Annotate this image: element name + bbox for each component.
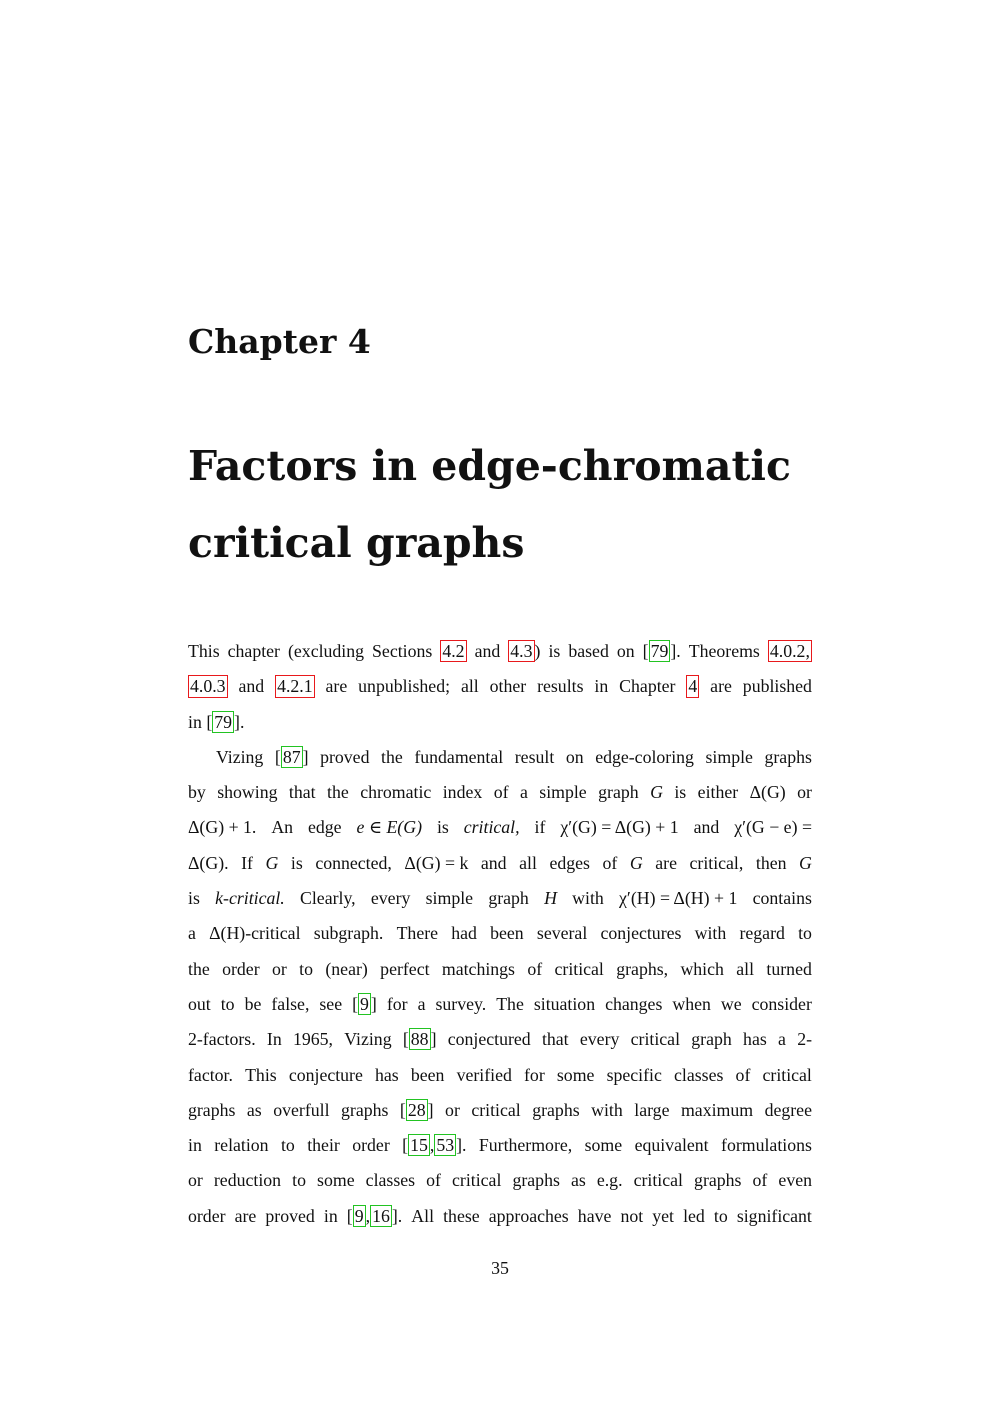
word: results (537, 676, 584, 697)
text-line: 2-factors. In 1965, Vizing [ 88 ] conjectured that every critical graph has a 2- (188, 1022, 812, 1057)
word: conjecture (288, 1064, 363, 1085)
word: conjectures (600, 923, 682, 944)
word: formulations (721, 1135, 812, 1156)
citation-link[interactable]: 88 (410, 1029, 429, 1050)
word: graphs (764, 746, 812, 767)
word: had (451, 923, 477, 944)
emphasis: k-critical. (215, 888, 285, 909)
word: and (480, 852, 507, 873)
text-line (188, 810, 812, 845)
word: order (352, 1135, 390, 1156)
word: be (244, 993, 262, 1014)
word: these (443, 1205, 480, 1226)
word: edge-coloring (595, 746, 694, 767)
word: which (680, 958, 724, 979)
word: then (755, 852, 787, 873)
text-line (188, 1163, 812, 1198)
word: critical (471, 1099, 521, 1120)
word: In (266, 1029, 282, 1050)
word: perfect (380, 958, 430, 979)
math: χ′(H) = Δ(H) + 1 (619, 888, 738, 909)
word: equivalent (634, 1135, 709, 1156)
word: in (188, 711, 202, 732)
word: a (188, 923, 196, 944)
word: classes (365, 1170, 416, 1191)
word: of (752, 1170, 768, 1191)
word: for (386, 993, 408, 1014)
word: some (556, 1064, 595, 1085)
word: turned (766, 958, 812, 979)
text-line: order are proved in [ 9 , 16 ]. All these approaches have not yet led to significant (188, 1199, 812, 1234)
word: This (188, 641, 220, 661)
word: fundamental (414, 746, 504, 767)
math: G (629, 852, 643, 873)
word: in (594, 676, 609, 697)
word: some (584, 1135, 623, 1156)
word: is (548, 641, 561, 661)
word: the (327, 782, 349, 803)
word: several (536, 923, 588, 944)
math: Δ(G) = k (404, 852, 469, 873)
word: contains (752, 888, 812, 909)
word: chapter (227, 641, 280, 661)
word: edge (307, 817, 342, 838)
word: survey. (435, 993, 487, 1014)
chapter-title (188, 428, 828, 582)
text-line: out to be false, see [ 9 ] for a survey. The situation changes when we consider (188, 987, 812, 1022)
citation-link[interactable]: 16 (372, 1205, 390, 1226)
citation-link[interactable]: 15 (410, 1135, 428, 1156)
word: of (602, 852, 618, 873)
word: published (742, 676, 812, 697)
text-line: graphs as overfull graphs [ 28 ] or critical graphs with large maximum degree (188, 1093, 812, 1128)
word: to (299, 958, 313, 979)
body-text (188, 634, 812, 1234)
word: all (519, 852, 537, 873)
word: critical (554, 958, 604, 979)
word: index (442, 782, 483, 803)
word: is (436, 817, 449, 838)
citation-link[interactable]: 9 (360, 993, 369, 1014)
math: G (799, 852, 812, 873)
word: to (280, 1135, 295, 1156)
word: Vizing (216, 746, 264, 767)
word: An (271, 817, 294, 838)
word: that (541, 1029, 569, 1050)
word: of (527, 958, 543, 979)
word: specific (606, 1064, 662, 1085)
text-line (188, 846, 812, 881)
word: been (410, 1064, 445, 1085)
word: is (674, 782, 687, 803)
word: a (778, 1029, 786, 1050)
word: order (222, 958, 260, 979)
word: critical, (689, 852, 744, 873)
word: that (288, 782, 316, 803)
word: as (246, 1099, 262, 1120)
word: false, (271, 993, 310, 1014)
word: order (188, 1205, 226, 1226)
word: result (514, 746, 555, 767)
word: proved (320, 746, 370, 767)
word: has (375, 1064, 399, 1085)
text-line: This chapter (excluding Sections 4.2 and 4.3 ) is based on [ 79 ]. Theorems 4.0.2, (188, 634, 812, 669)
word: (near) (325, 958, 368, 979)
word: There (396, 923, 439, 944)
word: This (245, 1064, 277, 1085)
word: reduction (213, 1170, 282, 1191)
word: for (524, 1064, 545, 1085)
word: If (241, 852, 253, 873)
word: Furthermore, (478, 1135, 573, 1156)
word: on (565, 746, 584, 767)
word: graphs (512, 1170, 560, 1191)
word: are (710, 676, 732, 697)
word: is (188, 888, 200, 909)
word: e.g. (596, 1170, 623, 1191)
word: classes (674, 1064, 724, 1085)
word: all (460, 676, 479, 697)
word: chromatic (360, 782, 432, 803)
word: factor. (188, 1064, 233, 1085)
word: simple (539, 782, 587, 803)
section-link[interactable]: 4.3 (510, 641, 533, 661)
word: to (220, 993, 235, 1014)
text-line (188, 1058, 812, 1093)
word: critical (630, 1029, 681, 1050)
word: a (417, 993, 426, 1014)
word: 2- (797, 1029, 812, 1050)
math: G (650, 782, 663, 803)
chapter-title-line: critical graphs (188, 519, 525, 567)
word: graph (598, 782, 639, 803)
word: every (370, 888, 411, 909)
word: by (188, 782, 206, 803)
word: based (568, 641, 609, 661)
chapter-link[interactable]: 4 (688, 676, 698, 697)
word: if (534, 817, 546, 838)
word: to (713, 1205, 728, 1226)
word: consider (751, 993, 812, 1014)
word: not (620, 1205, 644, 1226)
word: critical (452, 1170, 502, 1191)
word: are (325, 676, 348, 697)
word: in (188, 1135, 202, 1156)
word: in (323, 1205, 338, 1226)
word: see (319, 993, 343, 1014)
word: are (655, 852, 677, 873)
math: χ′(G) = Δ(G) + 1 (560, 817, 679, 838)
word: Sections (372, 641, 433, 661)
word: maximum (680, 1099, 754, 1120)
word: of (493, 782, 509, 803)
text-line (188, 775, 812, 810)
word: 1965, (292, 1029, 333, 1050)
word: graphs, (616, 958, 669, 979)
word: graphs (694, 1170, 742, 1191)
math: H (544, 888, 557, 909)
word: a (519, 782, 528, 803)
word: degree (764, 1099, 812, 1120)
text-line (188, 916, 812, 951)
word: on (616, 641, 635, 661)
word: simple (425, 888, 474, 909)
word: or (188, 1170, 203, 1191)
word: proved (265, 1205, 315, 1226)
math: Δ(G) + 1. (188, 817, 257, 838)
word: simple (705, 746, 753, 767)
page-number: 35 (491, 1258, 509, 1278)
word: approaches (488, 1205, 569, 1226)
word: and (238, 676, 265, 697)
word: even (778, 1170, 812, 1191)
word: have (577, 1205, 612, 1226)
citation-link[interactable]: 28 (407, 1099, 426, 1120)
word: relation (214, 1135, 269, 1156)
text-line (188, 952, 812, 987)
citation-link[interactable]: 79 (214, 711, 233, 732)
word: graphs (341, 1099, 389, 1120)
theorem-link[interactable]: 4.0.3 (190, 676, 226, 697)
word: is (290, 852, 303, 873)
citation-link[interactable]: 53 (436, 1135, 455, 1156)
word: graph (691, 1029, 732, 1050)
word: of (735, 1064, 751, 1085)
word: with (572, 888, 604, 909)
word: has (743, 1029, 767, 1050)
text-line (188, 881, 812, 916)
word: when (672, 993, 711, 1014)
word: led (683, 1205, 705, 1226)
word: or (445, 1099, 460, 1120)
word: to (292, 1170, 306, 1191)
word: graph (488, 888, 529, 909)
word: critical (762, 1064, 812, 1085)
citation-link[interactable]: 87 (282, 746, 301, 767)
word: Chapter (619, 676, 676, 697)
theorem-link[interactable]: 4.2.1 (277, 676, 313, 697)
word: been (490, 923, 524, 944)
word: conjectured (447, 1029, 531, 1050)
word: every (579, 1029, 620, 1050)
word: and (474, 641, 501, 661)
word: out (188, 993, 211, 1014)
math: e ∈ E(G) (356, 817, 422, 838)
word: to (798, 923, 812, 944)
math: χ′(G − e) = (734, 817, 812, 838)
word: of (426, 1170, 441, 1191)
word: graphs (188, 1099, 236, 1120)
word: subgraph. (313, 923, 384, 944)
word: with (694, 923, 727, 944)
word: situation (533, 993, 596, 1014)
word: all (736, 958, 755, 979)
word: connected, (315, 852, 392, 873)
text-line: in relation to their order [ 15 , 53 ]. Furthermore, some equivalent formulations (188, 1128, 812, 1163)
math: Δ(H)-critical (209, 923, 301, 944)
chapter-label: Chapter 4 (188, 322, 371, 361)
word: or (797, 782, 812, 803)
math: G (265, 852, 279, 873)
word: the (381, 746, 403, 767)
word: All (411, 1205, 435, 1226)
word: Theorems (688, 641, 760, 661)
word: are (234, 1205, 257, 1226)
word: Clearly, (300, 888, 356, 909)
theorem-link[interactable]: 4.0.2, (769, 641, 810, 661)
emphasis: critical, (463, 817, 520, 838)
math: Δ(G) (749, 782, 786, 803)
word: their (307, 1135, 340, 1156)
word: critical (633, 1170, 683, 1191)
word: 2-factors. (188, 1029, 256, 1050)
word: matchings (441, 958, 515, 979)
word: or (271, 958, 287, 979)
word: we (720, 993, 742, 1014)
word: Vizing (344, 1029, 392, 1050)
text-line: in [ 79 ]. (188, 705, 812, 740)
text-line: Vizing [ 87 ] proved the fundamental result on edge-coloring simple graphs (188, 740, 812, 775)
word: overfull (273, 1099, 330, 1120)
word: other (489, 676, 527, 697)
citation-link[interactable]: 79 (650, 641, 669, 661)
word: the (188, 958, 210, 979)
section-link[interactable]: 4.2 (442, 641, 465, 661)
word: either (697, 782, 739, 803)
word: yet (652, 1205, 674, 1226)
word: unpublished; (358, 676, 451, 697)
word: as (570, 1170, 586, 1191)
citation-link[interactable]: 9 (354, 1205, 364, 1226)
text-line (188, 669, 812, 704)
word: large (634, 1099, 670, 1120)
word: changes (605, 993, 663, 1014)
word: graphs (532, 1099, 580, 1120)
word: (excluding (287, 641, 365, 661)
chapter-title-line: Factors in edge-chromatic (188, 442, 791, 490)
math: Δ(G). (188, 852, 229, 873)
word: and (693, 817, 720, 838)
word: regard (739, 923, 785, 944)
word: some (317, 1170, 355, 1191)
word: showing (217, 782, 278, 803)
word: verified (456, 1064, 512, 1085)
word: The (496, 993, 524, 1014)
word: edges (549, 852, 590, 873)
word: with (591, 1099, 623, 1120)
word: significant (736, 1205, 812, 1226)
